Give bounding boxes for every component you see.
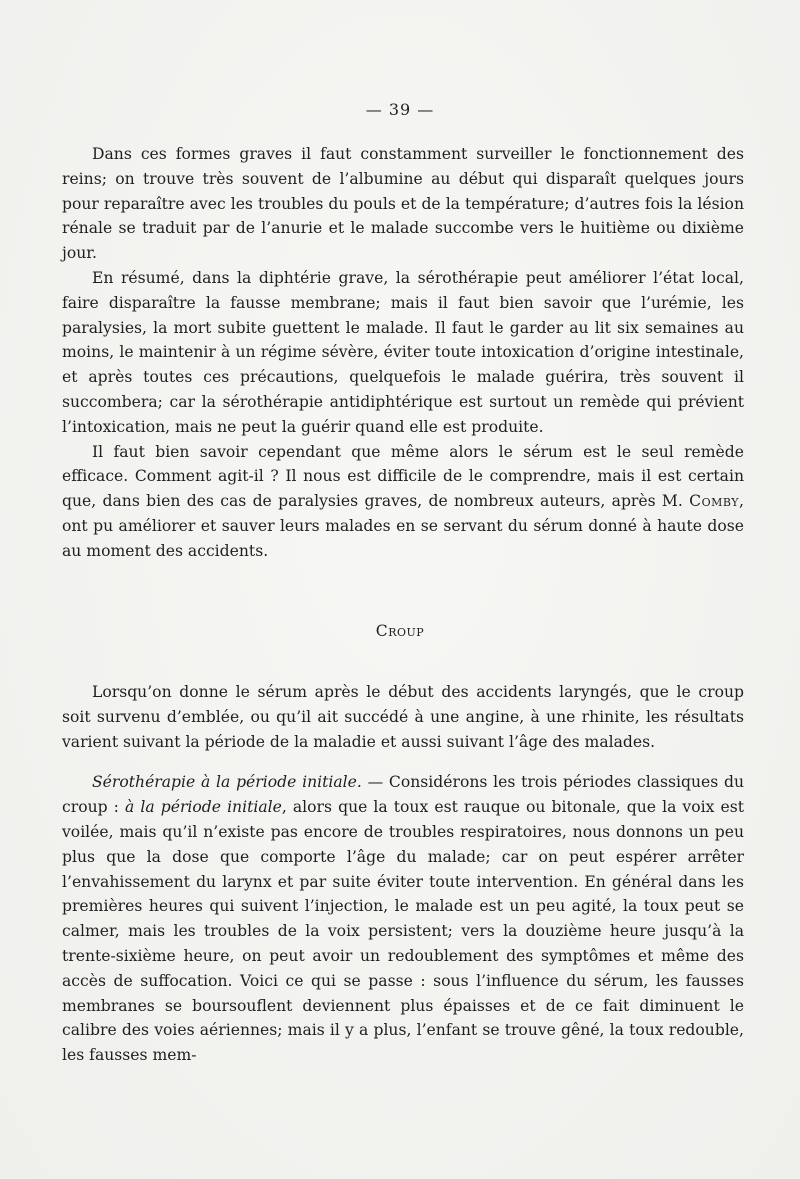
- subsection-lead: — Considérons les trois périodes classiques du croup :: [62, 773, 744, 817]
- section-heading-croup: Croup: [375, 622, 425, 640]
- phase-name: à la période initiale: [125, 798, 282, 817]
- paragraph-serum-efficacy-start: Il faut bien savoir cependant que même alors le sérum est le seul remède efficace. Comment agit-il ? Il nous est difficile de le comprendre, mais il est certain que, dans bien des cas de paralysies graves, de nombreux auteurs, après M.: [62, 442, 744, 511]
- author-name: Comby: [689, 492, 740, 511]
- subsection-title: Sérothérapie à la période initiale.: [92, 773, 362, 792]
- paragraph-kidneys: Dans ces formes graves il faut constamment surveiller le fonctionnement des reins; on trouve très souvent de l’albumine au début qui disparaît quelques jours pour reparaître avec les troubles du pouls et de la température; d’autres fois la lésion rénale se traduit par de l’anurie et le malade succombe vers le huitième ou dixième jour.: [62, 145, 744, 263]
- text-block-croup: [62, 680, 744, 1068]
- paragraph-serum-efficacy-end: , ont pu améliorer et sauver leurs malades en se servant du sérum donné à haute dose au moment des accidents.: [62, 492, 744, 560]
- page-number: — 39 —: [365, 100, 435, 119]
- paragraph-summary: En résumé, dans la diphtérie grave, la sérothérapie peut améliorer l’état local, faire disparaître la fausse membrane; mais il faut bien savoir que l’urémie, les paralysies, la mort subite guettent le malade. Il faut le garder au lit six semaines au moins, le maintenir à un régime sévère, éviter toute intoxication d’origine intestinale, et après toutes ces précautions, quelquefois le malade guérira, très souvent il succombera; car la sérothérapie antidiphtérique est surtout un remède qui prévient l’intoxication, mais ne peut la guérir quand elle est produite.: [62, 268, 744, 436]
- paragraph-initial-phase: [62, 770, 744, 1068]
- text-block-top: [62, 142, 744, 564]
- paragraph-croup-intro: Lorsqu’on donne le sérum après le début des accidents laryngés, que le croup soit survenu d’emblée, ou qu’il ait succédé à une angine, à une rhinite, les résultats varient suivant la période de la maladie et aussi suivant l’âge des malades.: [62, 683, 744, 751]
- subsection-body: , alors que la toux est rauque ou bitonale, que la voix est voilée, mais qu’il n’existe pas encore de troubles respiratoires, nous donnons un peu plus que la dose que comporte l’âge du malade; car on peut espérer arrêter l’envahissement du larynx et par suite éviter toute intervention. En général dans les premières heures qui suivent l’injection, le malade est un peu agité, la toux peut se calmer, mais les troubles de la voix persistent; vers la douzième heure jusqu’à la trente-sixième heure, on peut avoir un redoublement des symptômes et même des accès de suffocation. Voici ce qui se passe : sous l’influence du sérum, les fausses membranes se boursouflent deviennent plus épaisses et de ce fait diminuent le calibre des voies aériennes; mais il y a plus, l’enfant se trouve gêné, la toux redouble, les fausses mem-: [62, 798, 744, 1065]
- paragraph-serum-efficacy: [62, 440, 744, 564]
